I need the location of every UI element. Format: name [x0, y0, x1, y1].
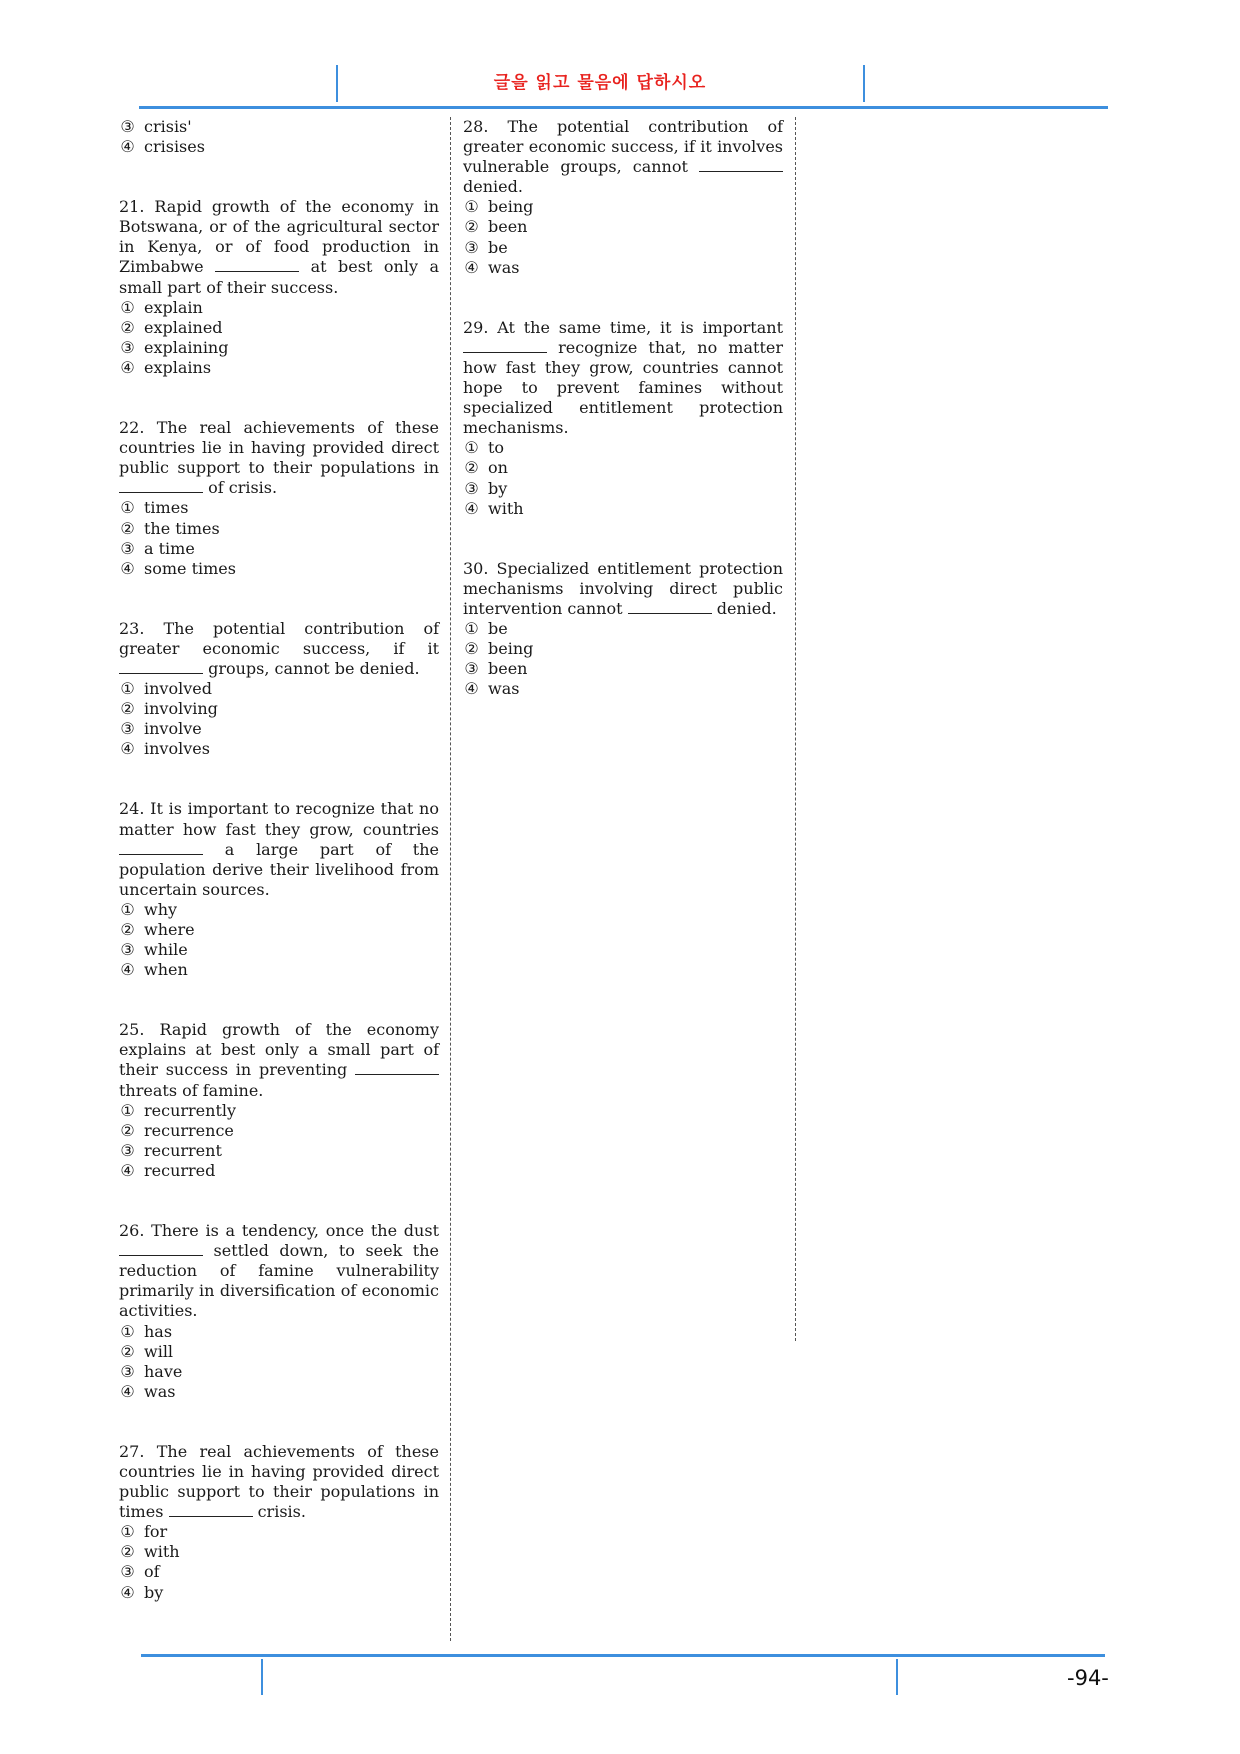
option-text: crisises — [144, 137, 205, 157]
option-4: ④ some times — [120, 558, 236, 578]
answer-blank — [169, 1502, 253, 1517]
question-26 — [119, 1221, 439, 1402]
question-stem: 21. Rapid growth of the economy in Botswana, or of the agricultural sector in Kenya, or of food production in Zimbabwe at best only a small part of their success. — [119, 197, 440, 297]
answer-blank — [628, 599, 712, 614]
option-3: ③ of — [120, 1562, 160, 1582]
question-stem: 27. The real achievements of these countries lie in having provided direct public support to their populations in times crisis. — [119, 1441, 439, 1522]
question-stem: 28. The potential contribution of greater economic success, if it involves vulnerable groups, cannot denied. — [463, 117, 783, 197]
question-21 — [119, 197, 439, 378]
option-4: ④ with — [464, 498, 524, 518]
option-2: ② involving — [120, 699, 218, 719]
option-1: ① has — [120, 1321, 173, 1341]
option-3: ③ recurrent — [120, 1140, 222, 1160]
option-4: ④ involves — [120, 739, 210, 759]
option-1: ① recurrently — [120, 1100, 237, 1120]
question-stem: 25. Rapid growth of the economy explains at best only a small part of their success in preventing threats of famine. — [119, 1020, 439, 1100]
answer-blank — [119, 659, 203, 674]
right-column — [463, 117, 783, 739]
option-4: ④ recurred — [120, 1160, 216, 1180]
question-23 — [119, 619, 439, 760]
question-stem: 23. The potential contribution of greater economic success, if it groups, cannot be denied. — [119, 618, 439, 678]
option-1: ① for — [120, 1522, 168, 1542]
option-4: ④ when — [120, 960, 188, 980]
option-3: ③ while — [120, 940, 188, 960]
option-2: ② will — [120, 1341, 174, 1361]
option-2: ② recurrence — [120, 1120, 234, 1140]
question-stem: 22. The real achievements of these countries lie in having provided direct public support to their populations in of crisis. — [119, 418, 439, 498]
option-1: ① involved — [120, 679, 212, 699]
answer-blank — [119, 478, 203, 493]
question-stem: 29. At the same time, it is important recognize that, no matter how fast they grow, countries cannot hope to prevent famines without specialized entitlement protection mechanisms. — [463, 317, 783, 438]
question-25 — [119, 1020, 439, 1181]
question-27 — [119, 1442, 439, 1603]
answer-blank — [699, 157, 783, 172]
question-stem: 30. Specialized entitlement protection mechanisms involving direct public intervention cannot denied. — [463, 558, 783, 618]
page-header-title: 글을 읽고 물음에 답하시오 — [493, 73, 707, 93]
answer-blank — [119, 1241, 203, 1256]
option-1: ① to — [464, 438, 505, 458]
answer-blank — [119, 840, 203, 855]
option-4: ④ explains — [120, 357, 212, 377]
header-right-tick — [863, 65, 865, 102]
question-28 — [463, 117, 783, 278]
right-column-divider — [795, 117, 796, 1341]
question-stem: 24. It is important to recognize that no matter how fast they grow, countries a large part of the population derive their livelihood from uncertain sources. — [119, 799, 439, 899]
option-2: ② where — [120, 920, 195, 939]
option — [119, 137, 439, 157]
question-stem: 26. There is a tendency, once the dust settled down, to seek the reduction of famine vulnerability primarily in diversification of economic activities. — [119, 1221, 439, 1321]
option — [119, 117, 439, 137]
option-2: ② on — [464, 458, 508, 478]
option-3: ③ have — [120, 1361, 183, 1381]
option-3: ③ a time — [120, 538, 195, 558]
option-4: ④ was — [120, 1381, 176, 1401]
option-2: ② explained — [120, 317, 223, 337]
option-3: ③ be — [464, 237, 508, 257]
leading-options — [119, 117, 439, 157]
footer-left-tick — [261, 1659, 263, 1695]
option-4: ④ was — [464, 257, 520, 277]
answer-blank — [215, 257, 299, 272]
option-2: ② been — [464, 217, 528, 237]
option-4: ④ was — [464, 679, 520, 699]
question-24 — [119, 799, 439, 980]
question-29 — [463, 318, 783, 519]
option-1: ① explain — [120, 297, 203, 317]
option-3: ③ been — [464, 659, 528, 679]
option-1: ① times — [120, 498, 189, 518]
option-3: ③ by — [464, 478, 508, 498]
option-2: ② being — [464, 639, 534, 659]
option-mark: ③ — [120, 117, 135, 136]
footer-rule — [141, 1654, 1105, 1657]
page-number: -94- — [1067, 1666, 1109, 1690]
option-1: ① being — [464, 197, 534, 217]
option-3: ③ involve — [120, 719, 202, 739]
option-3: ③ explaining — [120, 337, 229, 357]
left-column-divider — [450, 117, 451, 1641]
left-column — [119, 117, 439, 1643]
question-22 — [119, 418, 439, 579]
option-text: crisis' — [144, 117, 192, 136]
footer-right-tick — [896, 1659, 898, 1695]
answer-blank — [355, 1060, 439, 1075]
header-rule — [139, 106, 1108, 109]
option-mark: ④ — [120, 137, 135, 157]
option-1: ① why — [120, 899, 178, 919]
option-2: ② with — [120, 1542, 180, 1562]
option-2: ② the times — [120, 518, 220, 538]
answer-blank — [463, 338, 547, 353]
option-4: ④ by — [120, 1582, 164, 1602]
option-1: ① be — [464, 618, 508, 638]
question-30 — [463, 559, 783, 700]
